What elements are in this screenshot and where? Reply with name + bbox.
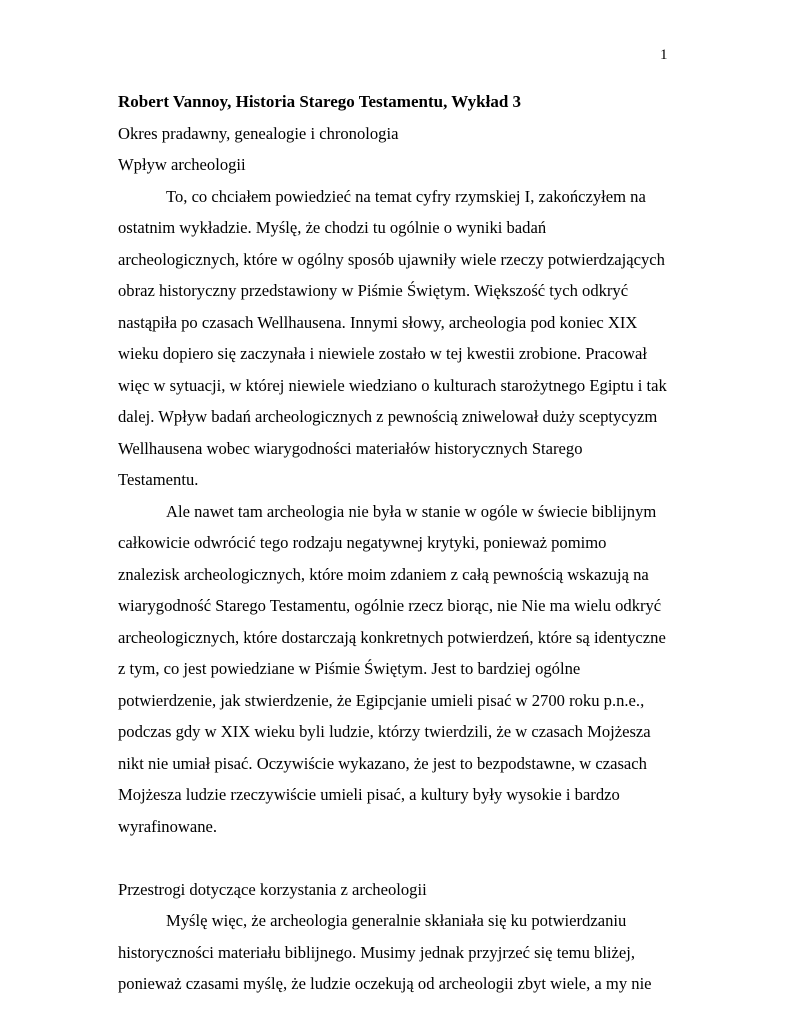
paragraph-1-line: Wellhausena wobec wiarygodności materiałów historycznych Starego [118, 439, 583, 458]
paragraph-1-line: archeologicznych, które w ogólny sposób ujawniły wiele rzeczy potwierdzających [118, 250, 665, 269]
paragraph-3-line: historyczności materiału biblijnego. Musimy jednak przyjrzeć się temu bliżej, [118, 943, 636, 962]
paragraph-2-line: nikt nie umiał pisać. Oczywiście wykazano, że jest to bezpodstawne, w czasach [118, 754, 647, 773]
paragraph-2-line: wyrafinowane. [118, 817, 218, 836]
section-heading-archeology-influence: Wpływ archeologii [118, 155, 246, 174]
paragraph-2-line: całkowicie odwrócić tego rodzaju negatywnej krytyki, ponieważ pomimo [118, 533, 607, 552]
document-title: Robert Vannoy, Historia Starego Testamentu, Wykład 3 [118, 92, 522, 111]
paragraph-2-line: podczas gdy w XIX wieku byli ludzie, którzy twierdzili, że w czasach Mojżesza [118, 722, 651, 741]
paragraph-1-line: wieku dopiero się zaczynała i niewiele zostało w tej kwestii zrobione. Pracował [118, 344, 647, 363]
paragraph-1-line: obraz historyczny przedstawiony w Piśmie Świętym. Większość tych odkryć [118, 281, 629, 300]
paragraph-2-line: wiarygodność Starego Testamentu, ogólnie rzecz biorąc, nie Nie ma wielu odkryć [118, 596, 662, 615]
section-heading-archeology-cautions: Przestrogi dotyczące korzystania z archeologii [118, 880, 427, 899]
paragraph-2-line: archeologicznych, które dostarczają konkretnych potwierdzeń, które są identyczne [118, 628, 666, 647]
paragraph-1-line: nastąpiła po czasach Wellhausena. Innymi słowy, archeologia pod koniec XIX [118, 313, 638, 332]
paragraph-2-line: znalezisk archeologicznych, które moim zdaniem z całą pewnością wskazują na [118, 565, 649, 584]
paragraph-2-line: Ale nawet tam archeologia nie była w stanie w ogóle w świecie biblijnym [166, 502, 657, 521]
paragraph-2-line: z tym, co jest powiedziane w Piśmie Świętym. Jest to bardziej ogólne [118, 659, 581, 678]
paragraph-1-line: dalej. Wpływ badań archeologicznych z pewnością zniwelował duży sceptycyzm [118, 407, 658, 426]
document-subtitle: Okres pradawny, genealogie i chronologia [118, 124, 399, 143]
paragraph-3-line: Myślę więc, że archeologia generalnie skłaniała się ku potwierdzaniu [166, 911, 627, 930]
paragraph-2-line: potwierdzenie, jak stwierdzenie, że Egipcjanie umieli pisać w 2700 roku p.n.e., [118, 691, 645, 710]
paragraph-1-line: ostatnim wykładzie. Myślę, że chodzi tu ogólnie o wyniki badań [118, 218, 547, 237]
paragraph-3-line: ponieważ czasami myślę, że ludzie oczekują od archeologii zbyt wiele, a my nie [118, 974, 652, 993]
paragraph-1-line: Testamentu. [118, 470, 199, 489]
page-number: 1 [660, 47, 668, 63]
paragraph-1-line: To, co chciałem powiedzieć na temat cyfry rzymskiej I, zakończyłem na [166, 187, 646, 206]
paragraph-1-line: więc w sytuacji, w której niewiele wiedziano o kulturach starożytnego Egiptu i tak [118, 376, 667, 395]
paragraph-2-line: Mojżesza ludzie rzeczywiście umieli pisać, a kultury były wysokie i bardzo [118, 785, 620, 804]
